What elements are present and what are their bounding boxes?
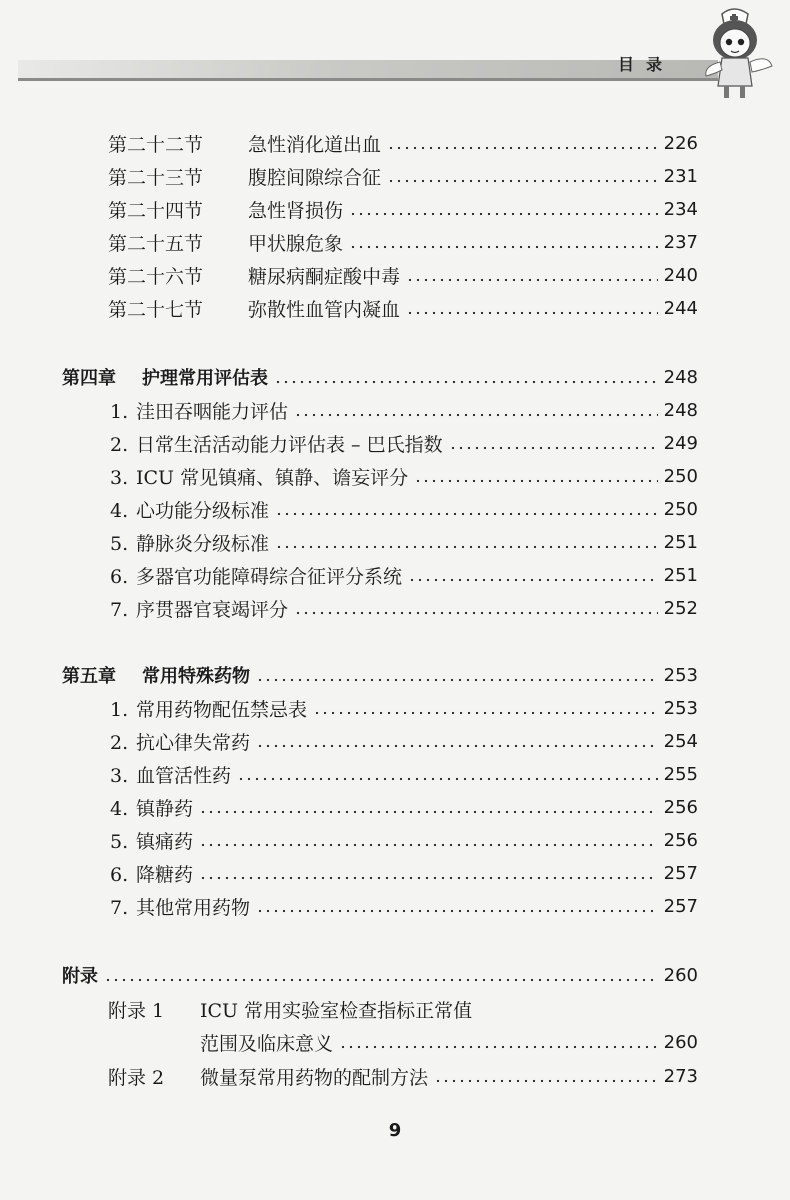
item-index: 5. [110, 532, 129, 555]
header-rule [18, 78, 718, 81]
item-index: 1. [110, 698, 129, 721]
page-ref: 273 [663, 1065, 698, 1087]
item-title: 其他常用药物 [136, 896, 251, 919]
section-title: 甲状腺危象 [248, 232, 344, 255]
dot-leader [414, 479, 658, 483]
page-ref: 260 [663, 1031, 698, 1053]
dot-leader [199, 843, 658, 847]
toc-item-row[interactable] [110, 792, 698, 822]
item-title: 多器官功能障碍综合征评分系统 [136, 565, 403, 588]
dot-leader [406, 311, 658, 315]
toc-item-row[interactable] [110, 858, 698, 888]
item-title: 镇静药 [136, 797, 194, 820]
dot-leader [104, 978, 658, 982]
item-index: 2. [110, 731, 129, 754]
dot-leader [275, 512, 658, 516]
toc-appendix-item[interactable] [108, 994, 698, 1024]
toc-section-row[interactable] [108, 293, 698, 323]
appendix-title: 附录 [62, 966, 98, 987]
dot-leader [256, 909, 658, 913]
toc-item-row[interactable] [110, 891, 698, 921]
appendix-label: 附录 1 [108, 999, 165, 1022]
section-number: 第二十七节 [108, 298, 204, 321]
dot-leader [199, 810, 658, 814]
item-title: 镇痛药 [136, 830, 194, 853]
toc-appendix-item[interactable] [108, 1061, 698, 1091]
section-number: 第二十三节 [108, 166, 204, 189]
page-ref: 234 [663, 198, 698, 220]
item-index: 3. [110, 466, 129, 489]
appendix-item-title: 微量泵常用药物的配制方法 [200, 1066, 429, 1089]
section-title: 糖尿病酮症酸中毒 [248, 265, 401, 288]
toc-item-row[interactable] [110, 726, 698, 756]
toc-item-row[interactable] [110, 494, 698, 524]
toc-chapter-row[interactable] [62, 362, 698, 392]
item-title: 降糖药 [136, 863, 194, 886]
dot-leader [256, 744, 658, 748]
dot-leader [387, 146, 658, 150]
page-ref: 251 [663, 531, 698, 553]
page-ref: 260 [663, 964, 698, 986]
toc-item-row[interactable] [110, 527, 698, 557]
toc-item-row[interactable] [110, 560, 698, 590]
toc-section-row[interactable] [108, 227, 698, 257]
section-number: 第二十六节 [108, 265, 204, 288]
dot-leader [237, 777, 658, 781]
page-ref: 244 [663, 297, 698, 319]
item-index: 7. [110, 896, 129, 919]
header-title: 目录 [618, 55, 675, 74]
item-title: 日常生活活动能力评估表 – 巴氏指数 [136, 433, 443, 456]
item-index: 1. [110, 400, 129, 423]
section-number: 第二十五节 [108, 232, 204, 255]
page-ref: 253 [663, 697, 698, 719]
page-ref: 250 [663, 498, 698, 520]
dot-leader [274, 380, 658, 384]
item-title: 血管活性药 [136, 764, 232, 787]
section-title: 急性消化道出血 [248, 133, 382, 156]
page-ref: 248 [663, 366, 698, 388]
page-ref: 255 [663, 763, 698, 785]
item-title: ICU 常见镇痛、镇静、谵妄评分 [136, 466, 409, 489]
toc-item-row[interactable] [110, 759, 698, 789]
page-ref: 249 [663, 432, 698, 454]
item-title: 序贯器官衰竭评分 [136, 598, 289, 621]
dot-leader [349, 212, 658, 216]
dot-leader [406, 278, 658, 282]
page-ref: 248 [663, 399, 698, 421]
toc-item-row[interactable] [110, 693, 698, 723]
chapter-number: 第四章 [62, 368, 116, 389]
item-title: 心功能分级标准 [136, 499, 270, 522]
appendix-item-title: ICU 常用实验室检查指标正常值 [200, 999, 473, 1022]
item-index: 2. [110, 433, 129, 456]
page-ref: 256 [663, 829, 698, 851]
page-ref: 257 [663, 862, 698, 884]
item-index: 6. [110, 863, 129, 886]
nurse-mascot-icon [692, 6, 776, 102]
item-title: 常用药物配伍禁忌表 [136, 698, 308, 721]
item-title: 洼田吞咽能力评估 [136, 400, 289, 423]
dot-leader [256, 678, 658, 682]
header-band [18, 60, 718, 78]
toc-item-row[interactable] [110, 593, 698, 623]
page-ref: 240 [663, 264, 698, 286]
toc-section-row[interactable] [108, 161, 698, 191]
item-title: 静脉炎分级标准 [136, 532, 270, 555]
page-ref: 231 [663, 165, 698, 187]
page-ref: 253 [663, 664, 698, 686]
chapter-title: 常用特殊药物 [142, 666, 250, 687]
dot-leader [387, 179, 658, 183]
item-index: 6. [110, 565, 129, 588]
page-ref: 252 [663, 597, 698, 619]
dot-leader [199, 876, 658, 880]
chapter-title: 护理常用评估表 [142, 368, 268, 389]
item-index: 4. [110, 797, 129, 820]
item-index: 3. [110, 764, 129, 787]
section-title: 腹腔间隙综合征 [248, 166, 382, 189]
appendix-item-title-cont: 范围及临床意义 [200, 1032, 334, 1055]
dot-leader [313, 711, 658, 715]
item-index: 5. [110, 830, 129, 853]
toc-item-row[interactable] [110, 461, 698, 491]
toc-section-row[interactable] [108, 194, 698, 224]
page-number: 9 [388, 1120, 402, 1141]
page-ref: 254 [663, 730, 698, 752]
toc-chapter-row[interactable] [62, 660, 698, 690]
toc-appendix-row[interactable] [62, 960, 698, 990]
item-title: 抗心律失常药 [136, 731, 251, 754]
page-ref: 251 [663, 564, 698, 586]
chapter-number: 第五章 [62, 666, 116, 687]
page-ref: 256 [663, 796, 698, 818]
toc-section-row[interactable] [108, 260, 698, 290]
page-ref: 250 [663, 465, 698, 487]
toc-item-row[interactable] [110, 825, 698, 855]
appendix-label: 附录 2 [108, 1066, 165, 1089]
toc-appendix-item-continued[interactable] [200, 1027, 698, 1057]
dot-leader [294, 611, 658, 615]
page-ref: 237 [663, 231, 698, 253]
dot-leader [408, 578, 658, 582]
dot-leader [449, 446, 658, 450]
dot-leader [434, 1079, 658, 1083]
item-index: 4. [110, 499, 129, 522]
toc-section-row[interactable] [108, 128, 698, 158]
section-title: 弥散性血管内凝血 [248, 298, 401, 321]
item-index: 7. [110, 598, 129, 621]
toc-item-row[interactable] [110, 428, 698, 458]
page-ref: 257 [663, 895, 698, 917]
section-number: 第二十二节 [108, 133, 204, 156]
dot-leader [349, 245, 658, 249]
toc-item-row[interactable] [110, 395, 698, 425]
dot-leader [275, 545, 658, 549]
section-title: 急性肾损伤 [248, 199, 344, 222]
page-ref: 226 [663, 132, 698, 154]
section-number: 第二十四节 [108, 199, 204, 222]
dot-leader [339, 1045, 658, 1049]
dot-leader [294, 413, 658, 417]
